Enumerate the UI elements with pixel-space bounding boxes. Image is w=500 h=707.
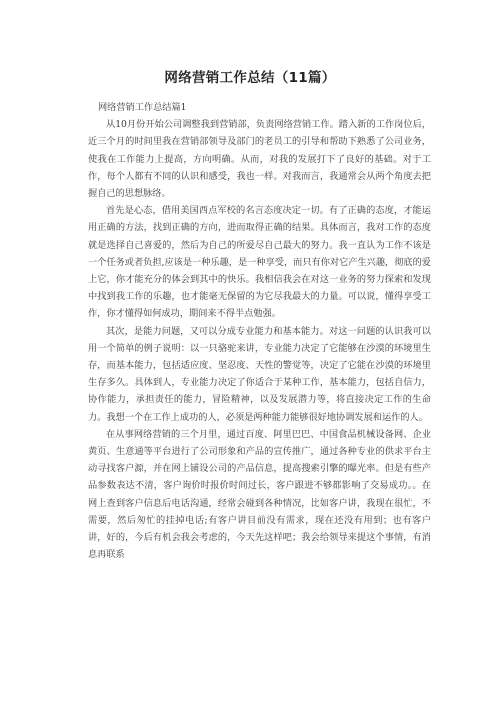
- section-heading: 网络营销工作总结篇1: [98, 102, 187, 113]
- paragraph-3: 其次，是能力问题，又可以分成专业能力和基本能力。对这一问题的认识我可以用一个简单的例子说明：以一只骆驼来讲，专业能力决定了它能够在沙漠的环境里生存，而基本能力，包括适应度、坚忍度、天性的警觉等，决定了它能在沙漠的环境里生存多久。具体到人，专业能力决定了你适合于某种工作，基本能力，包括自信力，协作能力，承担责任的能力，冒险精神，以及发展潜力等，将直接决定工作的生命力。我想一个在工作上成功的人，必须是两种能力能够很好地协调发展和运作的人。: [88, 325, 431, 423]
- paragraph-2: 首先是心态，借用美国西点军校的名言态度决定一切。有了正确的态度，才能运用正确的方法，找到正确的方向，进而取得正确的结果。具体而言，我对工作的态度就是选择自己喜爱的，然后为自己的所爱尽自己最大的努力。我一直认为工作不该是一个任务或者负担,应该是一种乐趣，是一种享受，而只有你对它产生兴趣，彻底的爱上它，你才能充分的体会到其中的快乐。我相信我会在对这一业务的努力探索和发现中找到我工作的乐趣，也才能毫无保留的为它尽我最大的力量。可以说，懂得享受工作，你才懂得如何成功，期间来不得半点勉强。: [88, 205, 431, 320]
- document-body: [88, 99, 431, 563]
- paragraph-1: 从10月份开始公司调整我到营销部，负责网络营销工作。踏入新的工作岗位后，近三个月的时间里我在营销部领导及部门的老员工的引导和帮助下熟悉了公司业务，使我在工作能力上提高，方向明确。从而，对我的发展打下了良好的基础。对于工作，每个人都有不同的认识和感受，我也一样。对我而言，我通常会从两个角度去把握自己的思想脉络。: [88, 119, 431, 200]
- document-title: 网络营销工作总结（11篇）: [164, 70, 336, 86]
- paragraph-4: 在从事网络营销的三个月里，通过百度、阿里巴巴、中国食品机械设备网、企业黄页、生意通等平台进行了公司形象和产品的宣传推广，通过各种专业的供求平台主动寻找客户源，并在网上铺设公司的产品信息，提高搜索引擎的曝光率。但是有些产品参数表达不清，客户询价时报价时间过长，客户跟进不够都影响了交易成功。。在网上查到客户信息后电话沟通，经常会碰到各种情况，比如客户讲，我现在很忙，不需要，然后匆忙的挂掉电话;有客户讲目前没有需求，现在还没有用到；也有客户讲，好的，今后有机会我会考虑的，今天先这样吧；我会给领导来提这个事情，有消息再联系: [88, 428, 431, 561]
